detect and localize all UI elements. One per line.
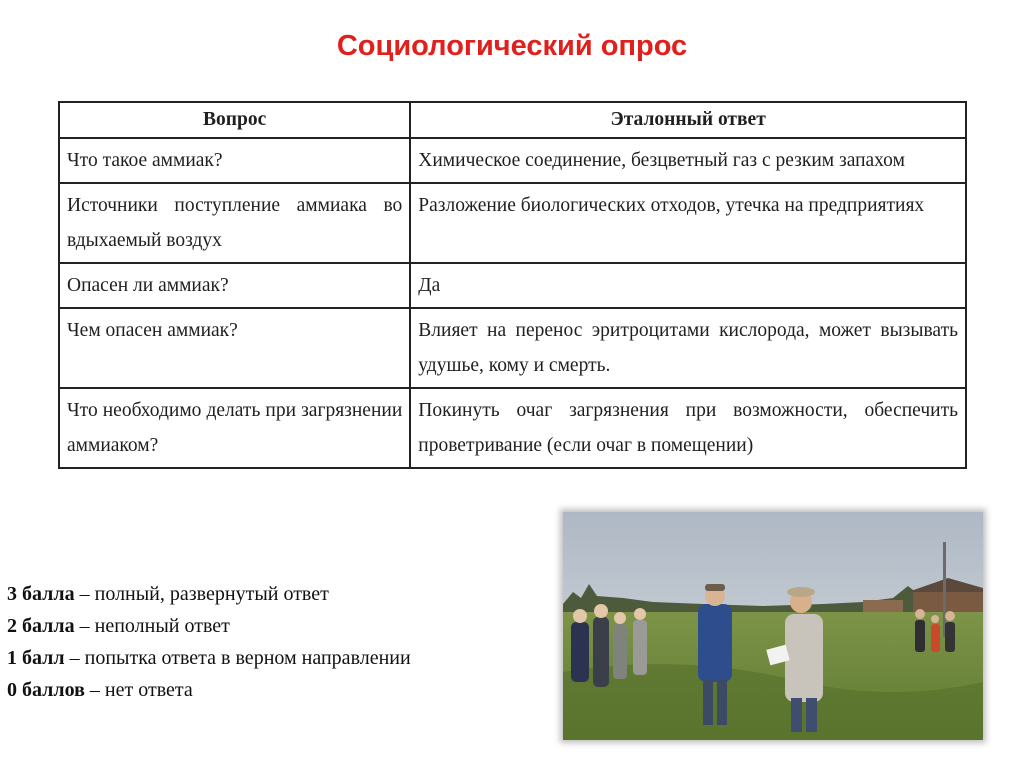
table-row	[59, 138, 966, 183]
table-row	[59, 263, 966, 308]
score-description: – полный, развернутый ответ	[74, 583, 329, 605]
table-row	[59, 183, 966, 263]
question-cell: Что такое аммиак?	[59, 138, 410, 183]
answer-cell: Влияет на перенос эритроцитами кислорода, может вызывать удушье, кому и смерть.	[410, 308, 966, 388]
answer-cell: Да	[410, 263, 966, 308]
slide-title: Социологический опрос	[336, 30, 688, 62]
question-cell: Источники поступление аммиака во вдыхаемый воздух	[59, 183, 410, 263]
answer-cell: Покинуть очаг загрязнения при возможности, обеспечить проветривание (если очаг в помещении)	[410, 388, 966, 468]
answer-cell: Разложение биологических отходов, утечка на предприятиях	[410, 183, 966, 263]
answer-cell: Химическое соединение, безцветный газ с резким запахом	[410, 138, 966, 183]
header-answer: Эталонный ответ	[410, 102, 966, 138]
score-description: – попытка ответа в верном направлении	[64, 647, 411, 669]
score-line	[7, 578, 411, 610]
table-header-row	[59, 102, 966, 138]
score-line	[7, 610, 411, 642]
header-question: Вопрос	[59, 102, 410, 138]
score-points: 3 балла	[7, 583, 75, 605]
question-cell: Что необходимо делать при загрязнении аммиаком?	[59, 388, 410, 468]
question-cell: Чем опасен аммиак?	[59, 308, 410, 388]
question-cell: Опасен ли аммиак?	[59, 263, 410, 308]
survey-table	[58, 101, 967, 469]
score-points: 2 балла	[7, 615, 75, 637]
scoring-legend	[7, 578, 411, 706]
table-row	[59, 308, 966, 388]
score-points: 1 балл	[7, 647, 65, 669]
score-description: – неполный ответ	[74, 615, 230, 637]
score-points: 0 баллов	[7, 679, 85, 701]
score-line	[7, 674, 411, 706]
score-description: – нет ответа	[84, 679, 193, 701]
score-line	[7, 642, 411, 674]
table-row	[59, 388, 966, 468]
field-survey-photo	[563, 512, 983, 740]
